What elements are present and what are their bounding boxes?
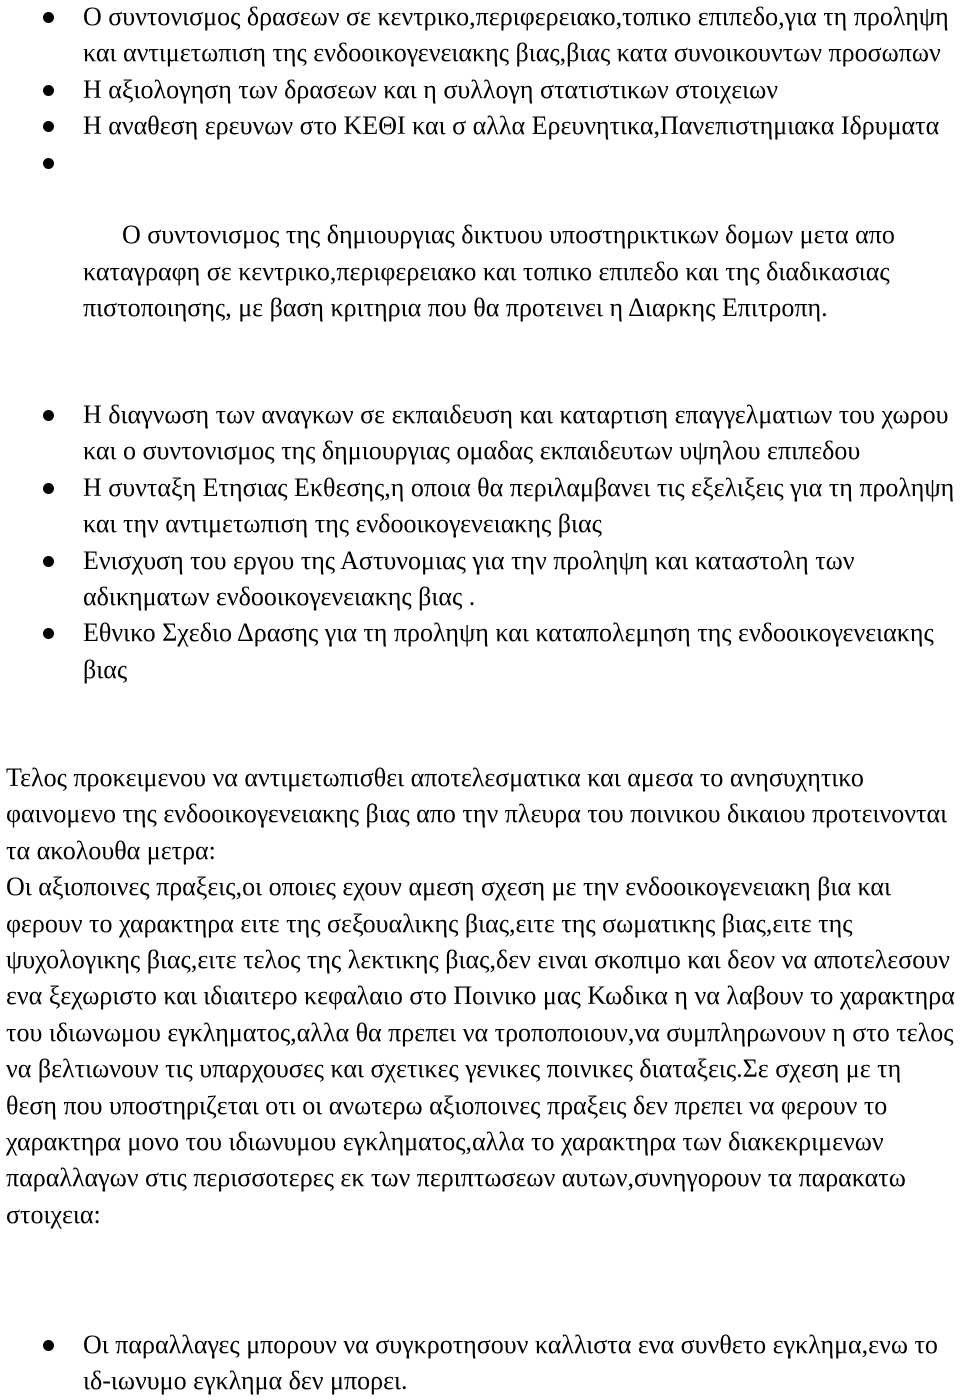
bullet-icon: [43, 12, 54, 23]
body-text-block: [6, 760, 956, 1233]
bullet-list-middle: [0, 397, 960, 688]
list-item-text: Η αναθεση ερευνων στο ΚΕΘΙ και σ αλλα Ερευνητικα,Πανεπιστημιακα Ιδρυματα: [83, 111, 940, 141]
bullet-icon: [43, 85, 54, 96]
list-item: [0, 615, 960, 688]
list-item: [0, 1327, 960, 1400]
bullet-list-top: [0, 0, 960, 363]
paragraph-body: Οι αξιοποινες πραξεις,οι οποιες εχουν αμεση σχεση με την ενδοοικογενειακη βια και φερουν το χαρακτηρα ειτε της σεξουαλικης βιας,ειτε της σωματικης βιας,ειτε της ψυχολογικης βιας,ειτε τελος της λεκτικης βιας,δεν ειναι σκοπιμο και δεον να αποτελεσουν ενα ξεχωριστο και ιδιαιτερο κεφαλαιο στο Ποινικο μας Κωδικα η να λαβουν το χαρακτηρα του ιδιωνωμου εγκληματος,αλλα θα πρεπει να τροποποιουν,να συμπληρωνουν η στο τελος να βελτιωνουν τις υπαρχουσες και σχετικες γενικες ποινικες διαταξεις.Σε σχεση με τη θεση που υποστηριζεται οτι οι ανωτερω αξιοποινες πραξεις δεν πρεπει να φερουν το χαρακτηρα μονο του ιδιωνυμου εγκληματος,αλλα το χαρακτηρα των διακεκριμενων παραλλαγων στις περισσοτερες εκ των περιπτωσεων αυτων,συνηγορουν τα παρακατω στοιχεια:: [6, 872, 955, 1229]
list-item-text: Η διαγνωση των αναγκων σε εκπαιδευση και καταρτιση επαγγελματιων του χωρου και ο συντονισμος της δημιουργιας ομαδας εκπαιδευτων υψηλου επιπεδου: [83, 400, 949, 466]
list-item: [0, 0, 960, 72]
bullet-icon: [43, 628, 54, 639]
bullet-icon: [43, 483, 54, 494]
list-item-text: Οι παραλλαγες μπορουν να συγκροτησουν καλλιστα ενα συνθετο εγκλημα,ενω το ιδ-ιωνυμο εγκλημα δεν μπορει.: [83, 1330, 938, 1396]
list-item: [0, 108, 960, 144]
list-item: [0, 470, 960, 543]
list-item: [0, 145, 960, 363]
list-item: [0, 72, 960, 108]
list-item-text: Η συνταξη Ετησιας Εκθεσης,η οποια θα περιλαμβανει τις εξελιξεις για τη προληψη και την αντιμετωπιση της ενδοοικογενειακης βιας: [83, 472, 955, 539]
list-item-text: Ο συντονισμος δρασεων σε κεντρικο,περιφερειακο,τοπικο επιπεδο,για τη προληψη και αντιμετωπιση της ενδοοικογενειακης βιας,βιας κατα συνοικουντων προσωπων: [83, 2, 949, 68]
list-item-text: Η αξιολογηση των δρασεων και η συλλογη στατιστικων στοιχειων: [83, 74, 779, 104]
list-item-text: Εθνικο Σχεδιο Δρασης για τη προληψη και καταπολεμηση της ενδοοικογενειακης βιας: [83, 618, 934, 684]
paragraph-intro: Τελος προκειμενου να αντιμετωπισθει αποτελεσματικα και αμεσα το ανησυχητικο φαινομενο της ενδοοικογενειακης βιας απο την πλευρα του ποινικου δικαιου προτεινονται τα ακολουθα μετρα:: [6, 763, 948, 865]
bullet-icon: [43, 410, 54, 421]
bullet-icon: [43, 1340, 54, 1351]
list-item: [0, 397, 960, 470]
list-item-text: Ενισχυση του εργου της Αστυνομιας για την προληψη και καταστολη των αδικηματων ενδοοικογενειακης βιας .: [83, 545, 855, 612]
bullet-list-bottom: [0, 1327, 960, 1400]
bullet-icon: [43, 556, 54, 567]
bullet-icon: [43, 121, 54, 132]
list-item-text: Ο συντονισμος της δημιουργιας δικτυου υποστηρικτικων δομων μετα απο καταγραφη σε κεντρικο,περιφερειακο και τοπικο επιπεδο και της διαδικασιας πιστοποιησης, με βαση κριτηρια που θα προτεινει η Διαρκης Επιτροπη.: [83, 220, 921, 323]
bullet-icon: [43, 158, 54, 169]
list-item: [0, 543, 960, 616]
